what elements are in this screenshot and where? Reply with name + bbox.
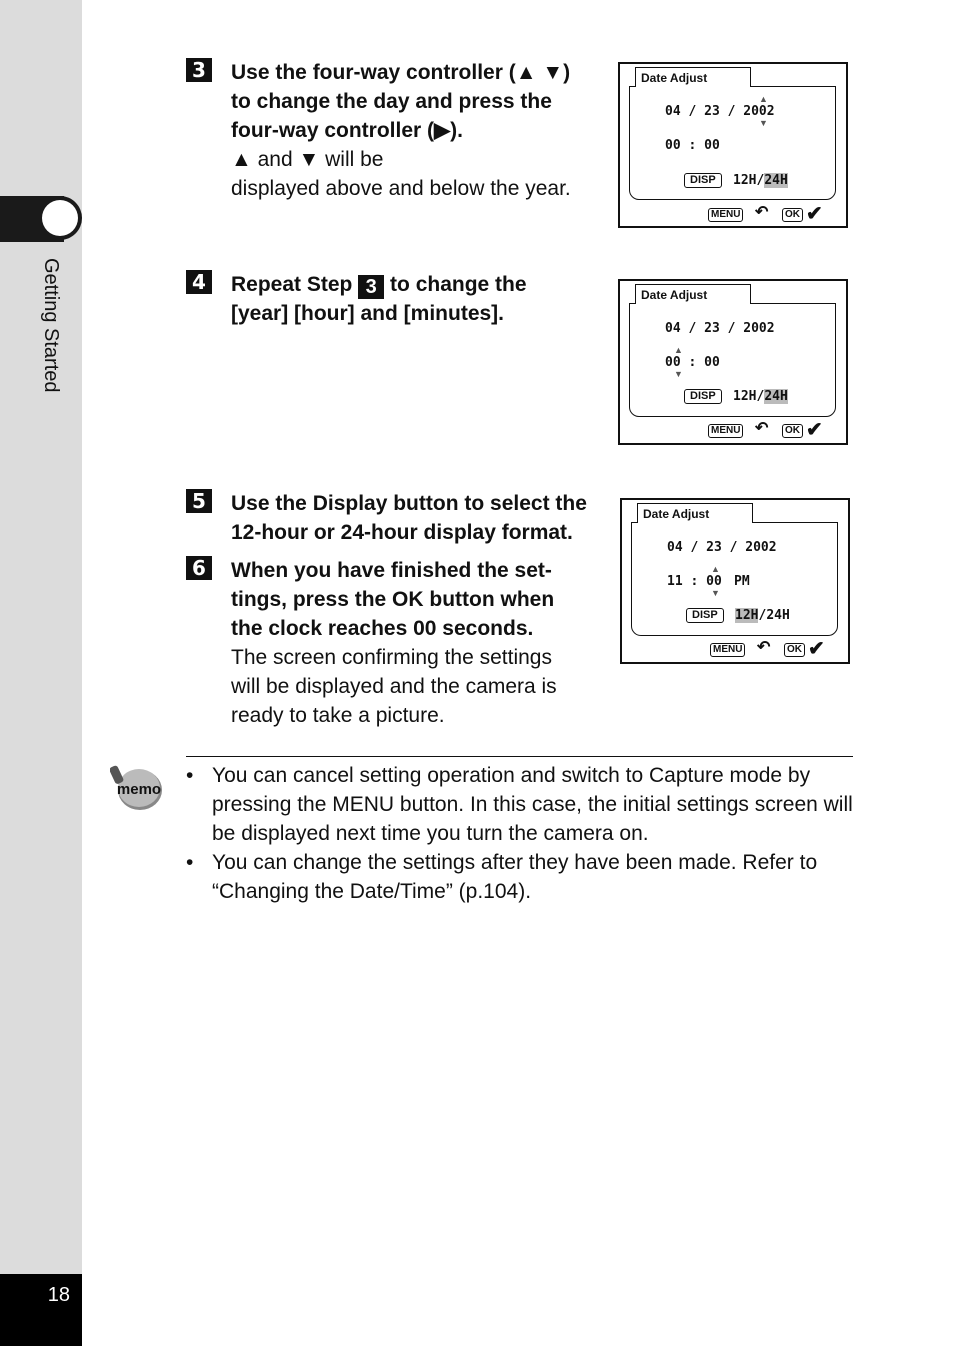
lcd-date: 04 / 23 / 2002 [665, 104, 775, 119]
format-24h: 24H [764, 389, 788, 404]
format-separator: / [756, 173, 765, 188]
lcd-format [733, 173, 788, 188]
step-3-line-3: four-way controller (▶). [231, 119, 463, 142]
menu-button-icon: MENU [708, 208, 743, 222]
lcd-screen-2 [618, 279, 848, 445]
step-4-post: to change the [384, 273, 527, 296]
step-4-number: 4 [186, 270, 212, 294]
format-12h: 12H [733, 389, 757, 404]
lcd-screen-1 [618, 62, 848, 228]
memo-icon [110, 764, 162, 812]
lcd-date: 04 / 23 / 2002 [665, 321, 775, 336]
page-number: 18 [47, 1284, 70, 1306]
step-5-line-1: Use the Display button to select the [231, 492, 587, 515]
section-tab-circle-inner [42, 200, 78, 236]
lcd-time: 11 : 00 [667, 574, 722, 589]
menu-button-icon: MENU [710, 643, 745, 657]
step-3-line-1: Use the four-way controller (▲ ▼) [231, 61, 571, 84]
lcd-format [735, 608, 790, 623]
lcd-screen-3 [620, 498, 850, 664]
format-24h: 24H [764, 173, 788, 188]
step-4-ref: 3 [358, 275, 384, 299]
down-arrow-icon: ▼ [759, 118, 768, 128]
lcd-time: 00 : 00 [665, 138, 720, 153]
bullet: • [186, 851, 194, 874]
step-4-line-1 [231, 270, 616, 299]
step-4-pre: Repeat Step [231, 273, 359, 296]
ok-button-icon: OK [782, 208, 803, 222]
format-separator: / [758, 608, 767, 623]
memo-notes [186, 761, 856, 906]
step-4-line-2: [year] [hour] and [minutes]. [231, 302, 505, 325]
lcd-title: Date Adjust [635, 67, 751, 87]
step-5-text [231, 489, 626, 547]
step-6-number: 6 [186, 556, 212, 580]
format-12h: 12H [735, 608, 759, 623]
up-arrow-icon: ▲ [674, 345, 683, 355]
step-6-line-2: tings, press the OK button when [231, 588, 555, 611]
step-6-line-4: The screen confirming the settings [231, 646, 552, 669]
up-arrow-icon: ▲ [711, 564, 720, 574]
step-6-line-5: will be displayed and the camera is [231, 675, 557, 698]
disp-button-icon: DISP [684, 173, 722, 188]
step-6-line-1: When you have finished the set- [231, 559, 552, 582]
memo-divider [186, 756, 853, 757]
lcd-title: Date Adjust [635, 284, 751, 304]
disp-button-icon: DISP [684, 389, 722, 404]
step-5-line-2: 12-hour or 24-hour display format. [231, 521, 573, 544]
lcd-time: 00 : 00 [665, 355, 720, 370]
memo-item-text: You can change the settings after they have been made. Refer to “Changing the Date/Time” (p.104). [212, 851, 818, 903]
ok-button-icon: OK [782, 424, 803, 438]
checkmark-icon: ✔ [806, 419, 823, 441]
lcd-format [733, 389, 788, 404]
step-3-line-5: displayed above and below the year. [231, 177, 571, 200]
format-separator: / [756, 389, 765, 404]
step-6-line-6: ready to take a picture. [231, 704, 445, 727]
section-label: Getting Started [40, 258, 62, 393]
ok-button-icon: OK [784, 643, 805, 657]
menu-button-icon: MENU [708, 424, 743, 438]
step-6-line-3: the clock reaches 00 seconds. [231, 617, 534, 640]
memo-item-text: You can cancel setting operation and switch to Capture mode by pressing the MENU button. In this case, the initial settings screen will be displayed next time you turn the camera on. [212, 764, 853, 845]
up-arrow-icon: ▲ [759, 94, 768, 104]
format-12h: 12H [733, 173, 757, 188]
lcd-date: 04 / 23 / 2002 [667, 540, 777, 555]
memo-icon-label: memo [116, 781, 162, 798]
down-arrow-icon: ▼ [711, 588, 720, 598]
lcd-title: Date Adjust [637, 503, 753, 523]
memo-item [186, 761, 856, 848]
format-24h: 24H [766, 608, 790, 623]
back-arrow-icon: ↶ [757, 639, 771, 656]
bullet: • [186, 764, 194, 787]
step-4-text [231, 270, 616, 328]
back-arrow-icon: ↶ [755, 420, 769, 437]
step-5-number: 5 [186, 489, 212, 513]
step-3-text [231, 58, 616, 203]
step-3-number: 3 [186, 58, 212, 82]
checkmark-icon: ✔ [806, 203, 823, 225]
back-arrow-icon: ↶ [755, 204, 769, 221]
step-6-text [231, 556, 616, 730]
memo-item [186, 848, 856, 906]
step-3-line-4: ▲ and ▼ will be [231, 148, 384, 171]
disp-button-icon: DISP [686, 608, 724, 623]
step-3-line-2: to change the day and press the [231, 90, 552, 113]
down-arrow-icon: ▼ [674, 369, 683, 379]
checkmark-icon: ✔ [808, 638, 825, 660]
lcd-ampm: PM [734, 574, 750, 589]
